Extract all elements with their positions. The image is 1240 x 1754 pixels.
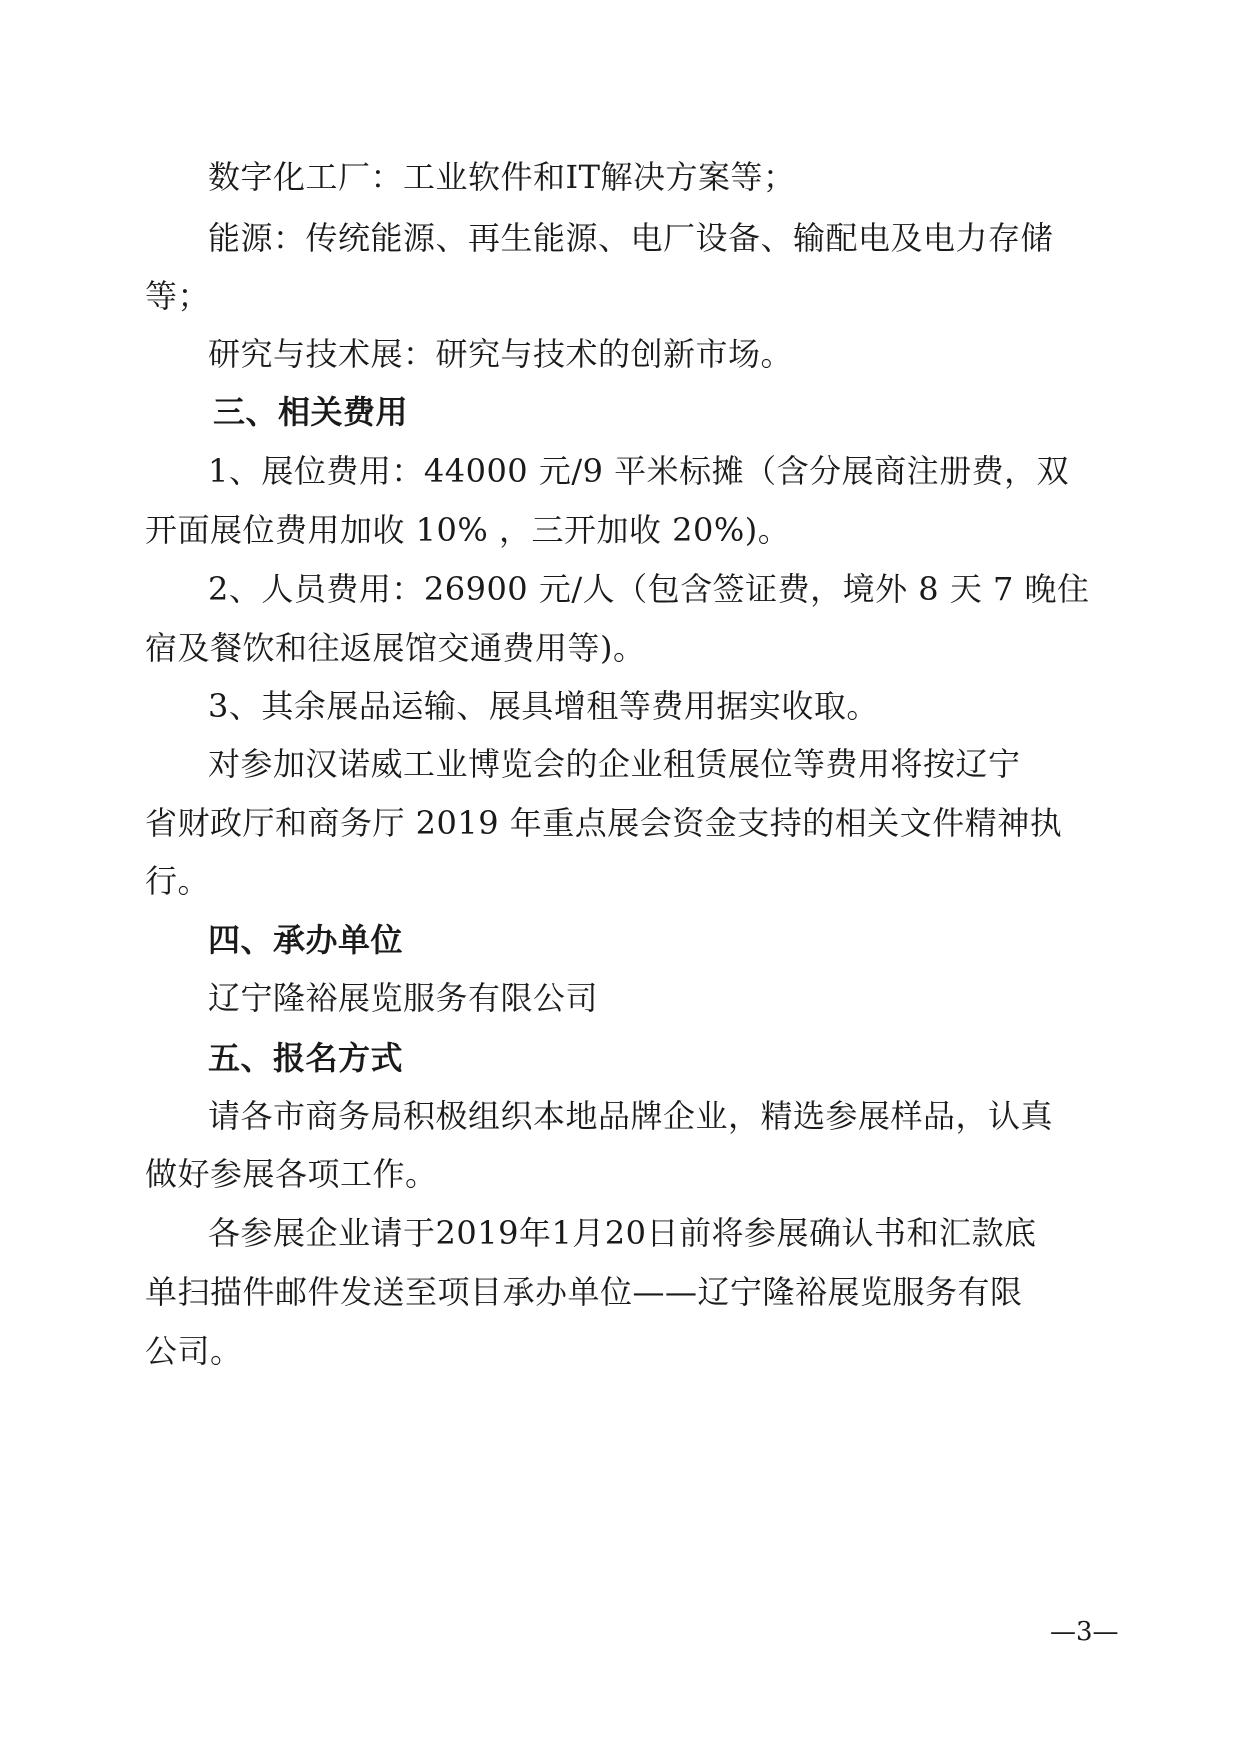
section-heading-organizer: 四、承办单位: [208, 921, 404, 959]
body-text-line: 等；: [145, 277, 211, 315]
body-text-line: 请各市商务局积极组织本地品牌企业，精选参展样品，认真: [208, 1097, 1054, 1135]
body-text-line: 数字化工厂：工业软件和IT解决方案等；: [208, 158, 796, 196]
body-text-line: 公司。: [145, 1332, 243, 1370]
body-text-line: 各参展企业请于2019年1月20日前将参展确认书和汇款底: [208, 1214, 1037, 1252]
body-text-line: 1、展位费用：44000 元/9 平米标摊（含分展商注册费，双: [208, 452, 1070, 490]
body-text-line: 单扫描件邮件发送至项目承办单位——辽宁隆裕展览服务有限: [145, 1273, 1023, 1311]
body-text-line: 辽宁隆裕展览服务有限公司: [208, 979, 599, 1017]
body-text-line: 2、人员费用：26900 元/人（包含签证费，境外 8 天 7 晚住: [208, 570, 1090, 608]
section-heading-registration: 五、报名方式: [208, 1039, 404, 1077]
body-text-line: 3、其余展品运输、展具增租等费用据实收取。: [208, 687, 879, 725]
body-text-line: 做好参展各项工作。: [145, 1155, 438, 1193]
body-text-line: 省财政厅和商务厅 2019 年重点展会资金支持的相关文件精神执: [145, 804, 1063, 842]
body-text-line: 开面展位费用加收 10% ，三开加收 20%)。: [145, 511, 791, 549]
body-text-line: 宿及餐饮和往返展馆交通费用等)。: [145, 629, 646, 667]
section-heading-fees: 三、相关费用: [213, 393, 409, 431]
body-text-line: 对参加汉诺威工业博览会的企业租赁展位等费用将按辽宁: [208, 745, 1021, 783]
page-number: —3—: [1050, 1617, 1119, 1647]
body-text-line: 研究与技术展：研究与技术的创新市场。: [208, 335, 794, 373]
body-text-line: 行。: [145, 862, 211, 900]
body-text-line: 能源：传统能源、再生能源、电厂设备、输配电及电力存储: [208, 219, 1054, 257]
